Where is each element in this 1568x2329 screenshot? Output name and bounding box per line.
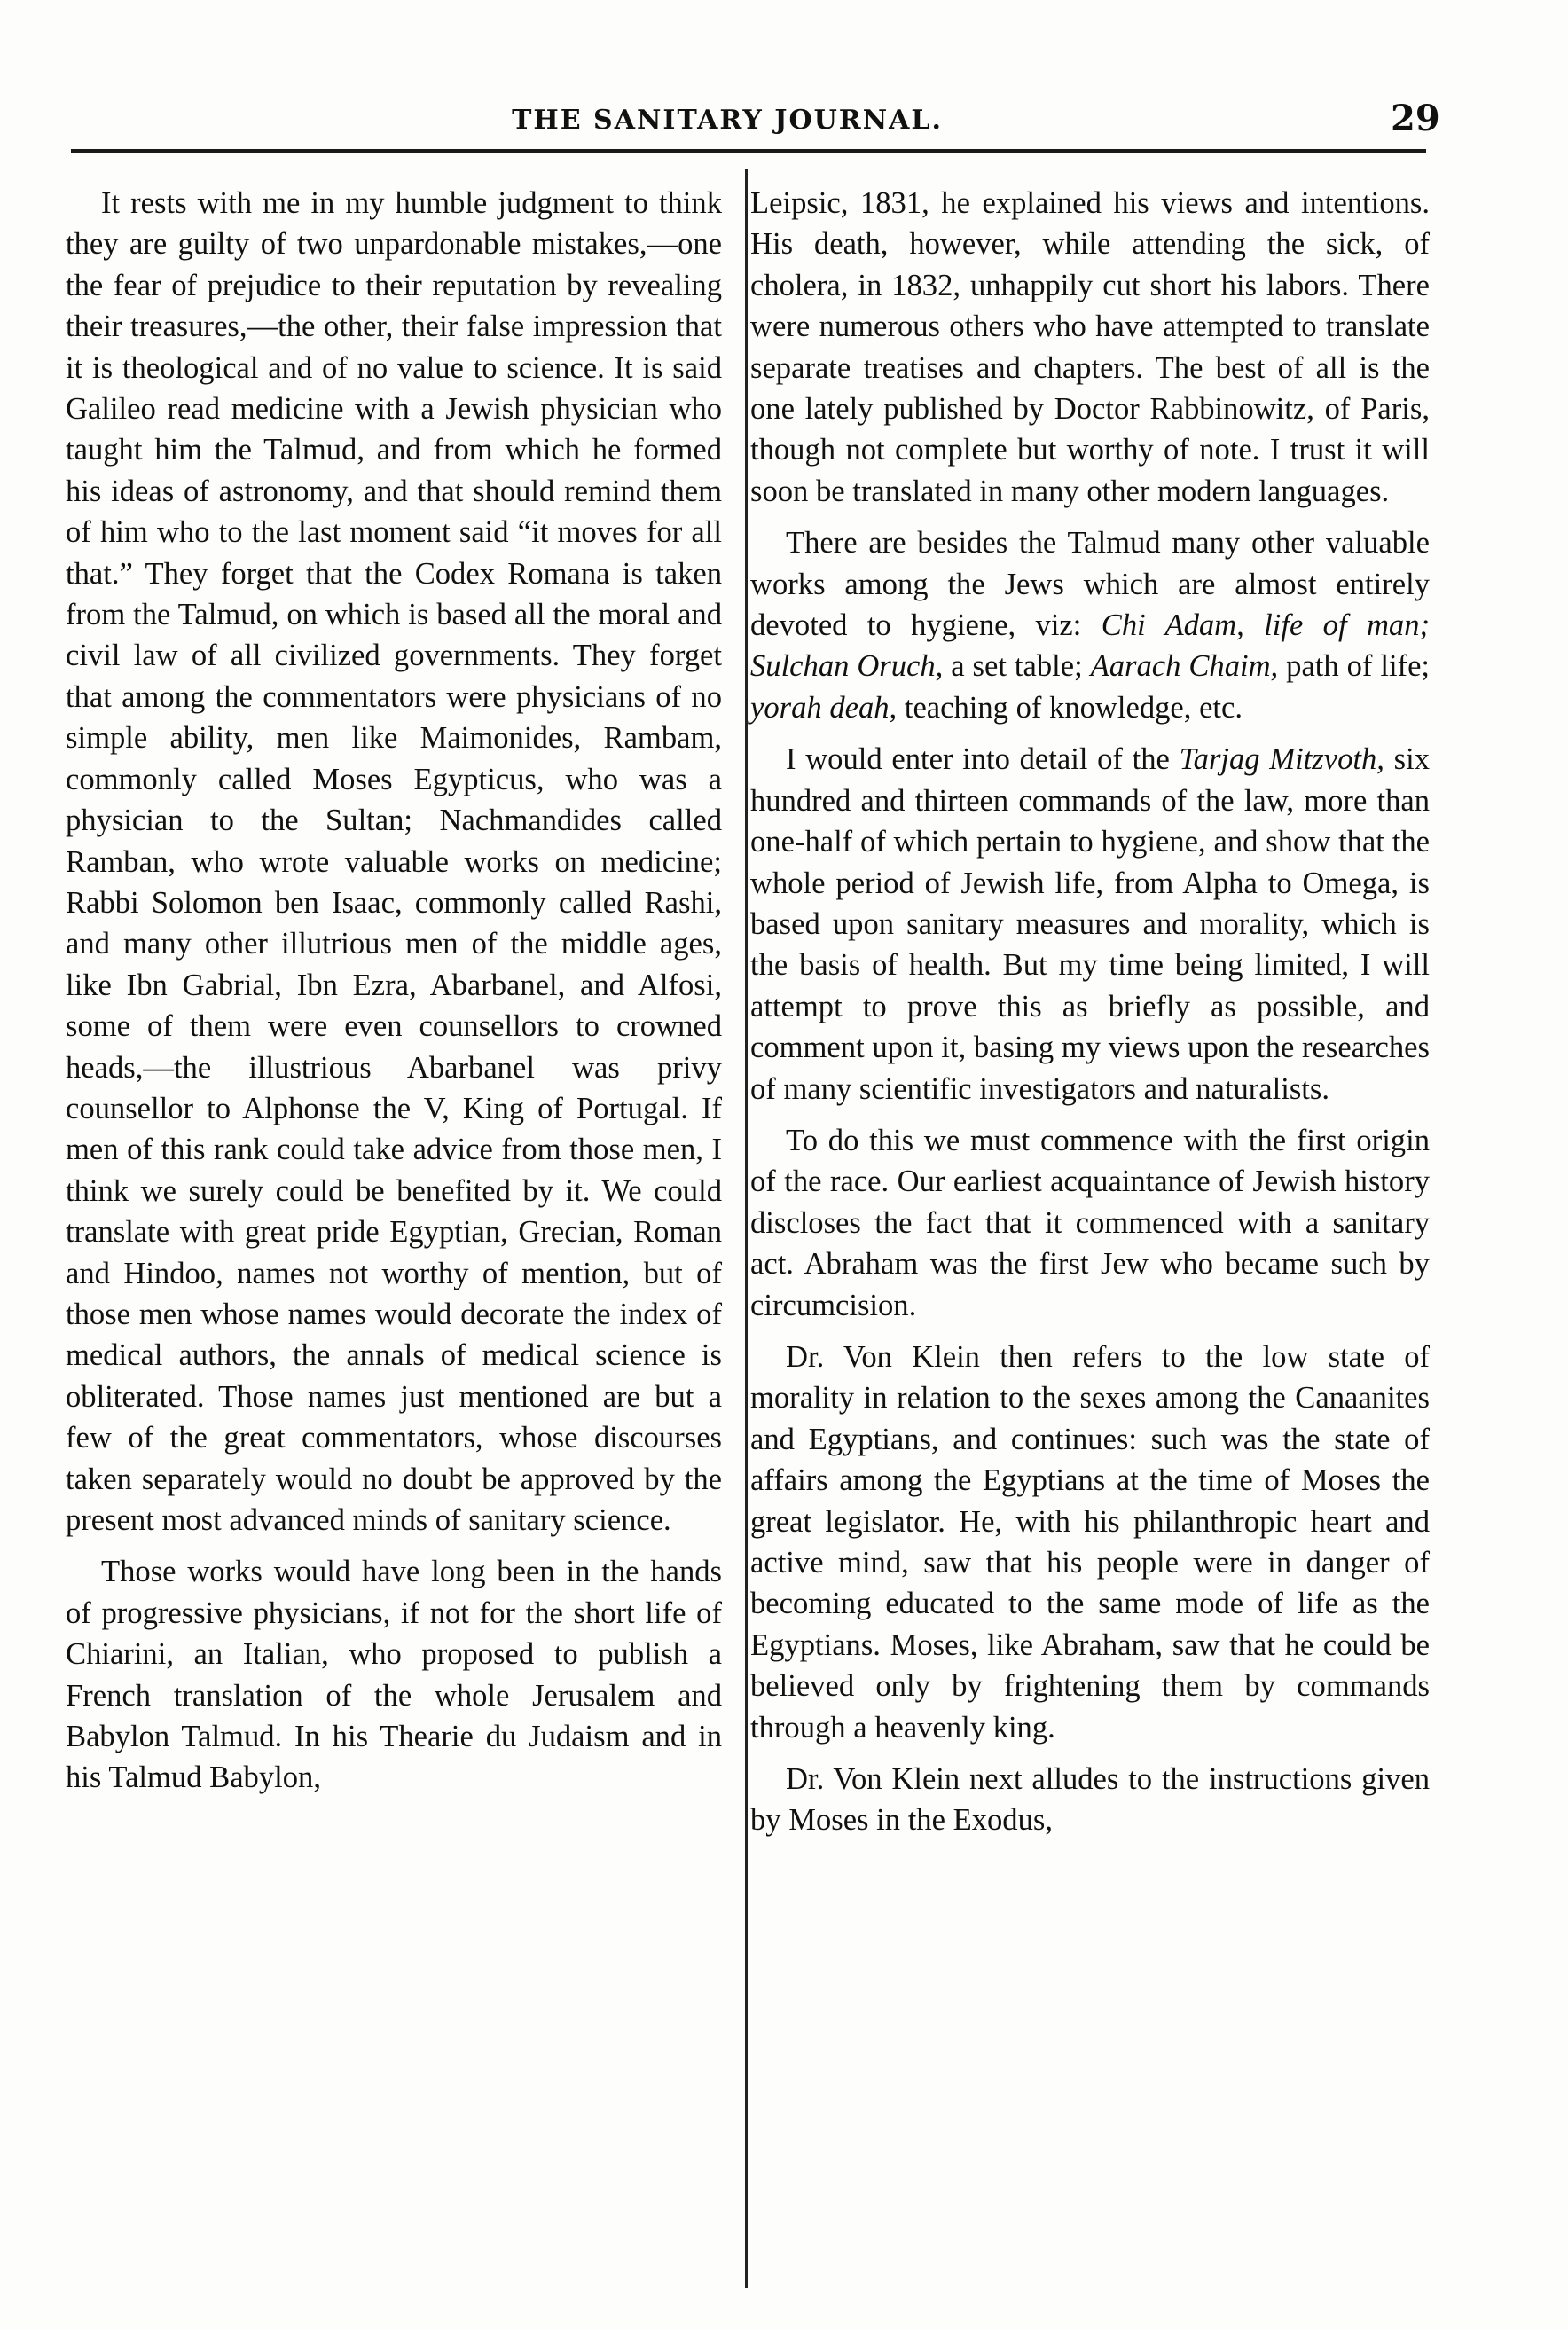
- paragraph: [750, 522, 1430, 728]
- text-span: There are besides the Talmud many other valuable works among the Jews which are almost entirely devoted to hygiene, viz:: [750, 526, 1430, 643]
- header-rule: [71, 149, 1426, 153]
- italic-title: Tarjag Mitzvoth,: [1179, 742, 1384, 777]
- page-number: 29: [1391, 98, 1440, 139]
- text-span: path of life;: [1286, 649, 1431, 684]
- text-span: a set table;: [951, 649, 1083, 684]
- italic-title: yorah deah,: [750, 690, 898, 725]
- text-span: I would enter into detail of the: [786, 742, 1170, 777]
- paragraph: Leipsic, 1831, he explained his views and intentions. His death, however, while attending the sick, of cholera, in 1832, unhappily cut short his labors. There were numerous others who have attempted to translate separate treatises and chapters. The best of all is the one lately published by Doctor Rabbinowitz, of Paris, though not complete but worthy of note. I trust it will soon be translated in many other modern languages.: [750, 186, 1430, 508]
- left-column: [66, 183, 722, 1799]
- journal-title: THE SANITARY JOURNAL.: [512, 105, 943, 136]
- text-span: teaching of knowledge, etc.: [904, 690, 1243, 725]
- italic-title: Aarach Chaim,: [1090, 649, 1279, 684]
- paragraph: It rests with me in my humble judgment to think they are guilty of two unpardonable mistakes,—one the fear of prejudice to their reputation by revealing their treasures,—the other, their false impression that it is theological and of no value to science. It is said Galileo read medicine with a Jewish physician who taught him the Talmud, and from which he formed his ideas of astronomy, and that should remind them of him who to the last moment said “it moves for all that.” They forget that the Codex Romana is taken from the Talmud, on which is based all the moral and civil law of all civilized governments. They forget that among the commentators were physicians of no simple ability, men like Maimonides, Rambam, commonly called Moses Egypticus, who was a physician to the Sultan; Nachmandides called Ramban, who wrote valuable works on medicine; Rabbi Solomon ben Isaac, commonly called Rashi, and many other illutrious men of the middle ages, like Ibn Gabrial, Ibn Ezra, Abarbanel, and Alfosi, some of them were even counsellors to crowned heads,—the illustrious Abarbanel was privy counsellor to Alphonse the V, King of Portugal. If men of this rank could take advice from those men, I think we surely could be benefited by it. We could translate with great pride Egyptian, Grecian, Roman and Hindoo, names not worthy of mention, but of those men whose names would decorate the index of medical authors, the annals of medical science is obliterated. Those names just mentioned are but a few of the great commentators, whose discourses taken separately would no doubt be approved by the present most advanced minds of sanitary science.: [66, 186, 722, 1537]
- italic-title: Chi Adam, life of man; Sulchan Oruch,: [750, 608, 1431, 684]
- running-head: [0, 98, 1568, 149]
- right-column: [750, 183, 1430, 1841]
- paragraph: Those works would have long been in the hands of progressive physicians, if not for the short life of Chiarini, an Italian, who proposed to publish a French translation of the whole Jerusalem and Babylon Talmud. In his Thearie du Judaism and in his Talmud Babylon,: [66, 1555, 722, 1795]
- paragraph: [750, 739, 1430, 1110]
- text-span: six hundred and thirteen commands of the law, more than one-half of which pertain to hygiene, and show that the whole period of Jewish life, from Alpha to Omega, is based upon sanitary measures and morality, which is the basis of health. But my time being limited, I will attempt to prove this as briefly as possible, and comment upon it, basing my views upon the researches of many scientific investigators and naturalists.: [750, 742, 1430, 1106]
- paragraph: To do this we must commence with the first origin of the race. Our earliest acquaintance of Jewish history discloses the fact that it commenced with a sanitary act. Abraham was the first Jew who became such by circumcision.: [750, 1123, 1430, 1322]
- column-divider: [745, 169, 748, 2288]
- paragraph: Dr. Von Klein then refers to the low state of morality in relation to the sexes among the Canaanites and Egyptians, and continues: such was the state of affairs among the Egyptians at the time of Moses the great legislator. He, with his philanthropic heart and active mind, saw that his people were in danger of becoming educated to the same mode of life as the Egyptians. Moses, like Abraham, saw that he could be believed only by frightening them by commands through a heavenly king.: [750, 1339, 1430, 1745]
- paragraph: Dr. Von Klein next alludes to the instructions given by Moses in the Exodus,: [750, 1762, 1430, 1838]
